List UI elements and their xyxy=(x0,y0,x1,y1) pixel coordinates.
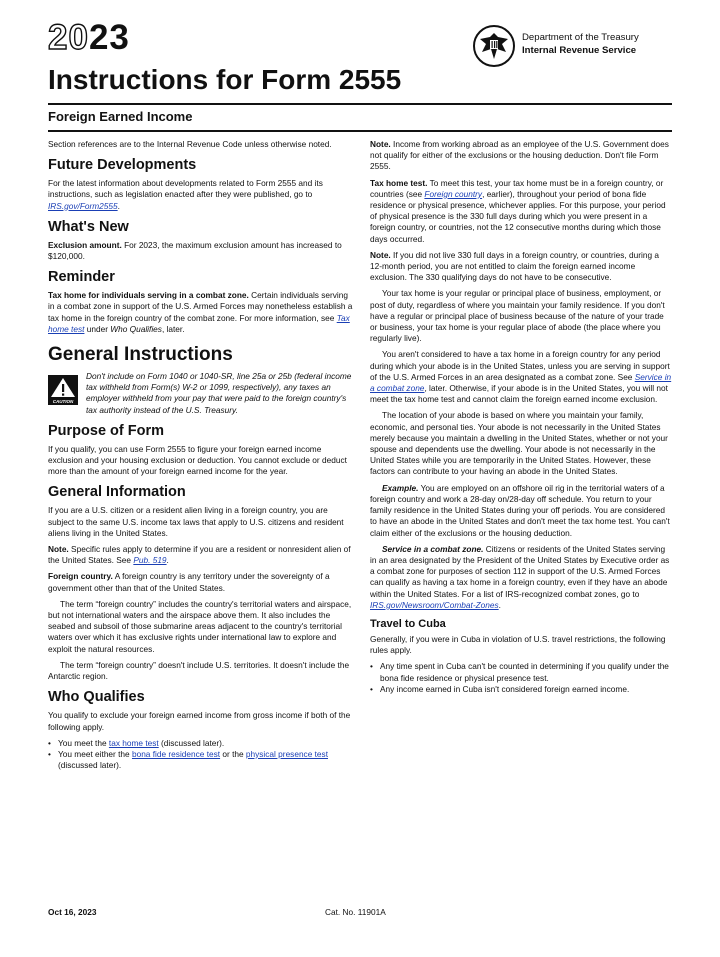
tax-year-outline: 20 xyxy=(48,18,89,57)
future-end: . xyxy=(117,200,120,211)
caution-warning-icon xyxy=(48,375,78,405)
caution-box xyxy=(48,371,353,416)
note-lead: Note. xyxy=(370,249,391,260)
link-tax-home-test[interactable]: Tax home test xyxy=(48,312,350,334)
note-text: Specific rules apply to determine if you are a resident or nonresident alien of the United States. See xyxy=(48,544,351,566)
330-days-note xyxy=(370,250,673,284)
tax-year xyxy=(48,20,130,55)
right-column xyxy=(370,139,673,700)
purpose-paragraph: If you qualify, you can use Form 2555 to figure your foreign earned income exclusion and your housing exclusion or deduction. You cannot exclude or deduct more than the amount of your foreign earned income for the year. xyxy=(48,443,347,477)
agency-service: Internal Revenue Service xyxy=(522,45,637,56)
list-item xyxy=(48,738,353,749)
tax-home-test-paragraph xyxy=(370,178,673,245)
combat-zone-end: . xyxy=(498,599,501,610)
future-text: For the latest information about developments related to Form 2555 and its instructions, such as legislation enacted after they were published, go to xyxy=(48,178,323,200)
heading-future-developments: Future Developments xyxy=(48,157,197,174)
link-tax-home-test-2[interactable]: tax home test xyxy=(108,737,159,748)
future-developments-paragraph xyxy=(48,178,353,212)
tax-year-solid: 23 xyxy=(88,18,130,57)
example-lead: Example. xyxy=(382,482,419,493)
whats-new-text: For 2023, the maximum exclusion amount has increased to $120,000. xyxy=(48,239,342,262)
list-item xyxy=(48,749,353,771)
note2-text: If you did not live 330 full days in a foreign country, or countries, during a 12-month period, you are not entitled to claim the foreign earned income exclusion. The 330 qualifying days do not have to be consecutive. xyxy=(370,249,660,283)
subtitle-rule xyxy=(48,130,672,132)
combat-zone-text: Citizens or residents of the United States serving in an area designated by the President of the United States by Executive order as a combat zone for purposes of section 112 in support of the U.S. Armed Forces can qualify as having a tax home in a foreign country, even if they have an abode within the United States. For a list of IRS-recognized combat zones, go to xyxy=(370,543,670,599)
title-rule xyxy=(48,103,672,105)
b2-pre: You meet either the xyxy=(58,748,132,759)
combat-zone-lead: Service in a combat zone. xyxy=(382,543,484,554)
intro-paragraph: Section references are to the Internal Revenue Code unless otherwise noted. xyxy=(48,139,332,149)
heading-whats-new: What's New xyxy=(48,218,129,235)
reminder-mid: under xyxy=(84,323,111,334)
tax-home-definition-paragraph: Your tax home is your regular or principal place of business, employment, or post of duty, regardless of where you maintain your family residence. If you don't have a regular or principal place of business because of the nature of your trade or business, your tax home is your regular place of abode (the place where you regularly live). xyxy=(370,288,665,344)
irs-agency-block xyxy=(473,25,673,67)
exclusion-amount-lead: Exclusion amount. xyxy=(48,239,122,250)
note1-text: Income from working abroad as an employee of the U.S. Government does not qualify for either of the exclusions or the housing deduction. Don't file Form 2555. xyxy=(370,139,669,172)
b1-pre: You meet the xyxy=(58,737,109,748)
not-tax-pre: You aren't considered to have a tax home in a foreign country for any period during which your abode is in the United States, unless you are serving in support of the U.S. Armed Forces in an area designated as a combat zone. See xyxy=(370,349,670,382)
irs-agency-text xyxy=(522,31,639,57)
link-combat-zones[interactable]: IRS.gov/Newsroom/Combat-Zones xyxy=(370,599,499,610)
b2-post: (discussed later). xyxy=(58,760,122,771)
reminder-end: , later. xyxy=(161,323,185,334)
heading-general-instructions: General Instructions xyxy=(48,344,233,366)
us-government-note xyxy=(370,139,673,173)
document-subtitle: Foreign Earned Income xyxy=(48,109,193,124)
heading-general-information: General Information xyxy=(48,484,186,501)
reminder-paragraph xyxy=(48,290,353,335)
note-end: . xyxy=(166,555,169,566)
left-column xyxy=(48,139,353,776)
tht-text: To meet this test, your tax home must be in a foreign country, or countries (see xyxy=(370,177,664,199)
caution-label: CAUTION xyxy=(52,399,74,405)
list-item: • Any time spent in Cuba can't be counted in determining if you qualify under the bona fide residence or physical presence test. xyxy=(370,661,673,683)
footer-date: Oct 16, 2023 xyxy=(48,907,97,917)
heading-travel-to-cuba: Travel to Cuba xyxy=(370,617,446,630)
foreign-country-text: A foreign country is any territory under the sovereignty of a government other than that of the United States. xyxy=(48,571,330,593)
caution-text: Don't include on Form 1040 or 1040-SR, line 25a or 25b (federal income tax withheld from Form(s) W-2 or 1099, respectively), any taxes an employer withheld from your pay that were paid to the foreign country's tax authority instead of the U.S. Treasury. xyxy=(86,371,352,415)
agency-department: Department of the Treasury xyxy=(522,32,639,43)
note-lead: Note. xyxy=(370,139,391,149)
example-text: You are employed on an offshore oil rig in the territorial waters of a foreign country and work a 28-day on/28-day off schedule. You return to your family residence in the United States during your off periods. You are considered to have an abode in the United States and don't meet the tax home test. You can't claim either of the exclusions or the housing deduction. xyxy=(370,482,670,538)
link-physical-presence-test[interactable]: physical presence test xyxy=(245,748,328,759)
abode-location-paragraph: The location of your abode is based on where you maintain your family, economic, and personal ties. Your abode is not necessarily in the United States merely because you maintain a dwelling in the United States, whether or not your spouse and dependents use the dwelling. Your abode is not necessarily in the United States while you are temporarily in the United States. However, these factors can contribute to your having an abode in the United States. xyxy=(370,410,668,477)
combat-zone-paragraph xyxy=(370,544,673,611)
heading-purpose-of-form: Purpose of Form xyxy=(48,422,165,439)
irs-eagle-logo-icon xyxy=(473,25,515,67)
foreign-country-paragraph-2: The term “foreign country” includes the country's territorial waters and airspace, but not international waters and the airspace above them. It also includes the seabed and subsoil of those submarine areas adjacent to the country's territorial waters over which it has exclusive rights under international law to explore and exploit the natural resources. xyxy=(48,598,352,654)
abode-in-us-paragraph xyxy=(370,349,673,405)
not-tax-post: , later. Otherwise, if your abode is in the United States, you will not meet the tax home test and cannot claim the foreign earned income exclusion. xyxy=(370,383,668,405)
reminder-italic: Who Qualifies xyxy=(110,323,162,334)
link-foreign-country[interactable]: Foreign country xyxy=(424,188,483,199)
example-paragraph xyxy=(370,483,673,539)
document-title: Instructions for Form 2555 xyxy=(48,64,402,95)
note-lead: Note. xyxy=(48,544,69,555)
cuba-paragraph: Generally, if you were in Cuba in violation of U.S. travel restrictions, the following rules apply. xyxy=(370,633,666,656)
tax-home-test-lead: Tax home test. xyxy=(370,177,428,188)
whats-new-paragraph xyxy=(48,240,353,262)
link-pub-519[interactable]: Pub. 519 xyxy=(133,555,167,566)
foreign-country-lead: Foreign country. xyxy=(48,571,113,582)
list-item: • Any income earned in Cuba isn't considered foreign earned income. xyxy=(370,684,673,695)
link-service-in-combat-zone[interactable]: Service in a combat zone xyxy=(370,371,672,394)
general-info-paragraph: If you are a U.S. citizen or a resident alien living in a foreign country, you are subject to the same U.S. income tax laws that apply to U.S. citizens and resident aliens living in the United States. xyxy=(48,505,344,538)
b2-mid: or the xyxy=(220,748,246,759)
footer-catalog-number: Cat. No. 11901A xyxy=(325,907,386,917)
heading-who-qualifies: Who Qualifies xyxy=(48,689,145,706)
combat-zone-lead: Tax home for individuals serving in a combat zone. xyxy=(48,290,249,301)
cuba-list xyxy=(370,661,673,695)
who-qualifies-list xyxy=(48,738,353,772)
foreign-country-paragraph xyxy=(48,571,353,593)
b1-post: (discussed later). xyxy=(158,737,225,748)
heading-reminder: Reminder xyxy=(48,269,115,286)
who-qualifies-paragraph: You qualify to exclude your foreign earned income from gross income if both of the following apply. xyxy=(48,710,351,732)
tht-end: , earlier), throughout your period of bona fide residence or physical presence, whichever applies. For this purpose, your period of physical presence is the 330 full days during which you were present in a foreign country, or countries, not the 12 consecutive months during which those days occurred. xyxy=(370,188,666,244)
link-form2555[interactable]: IRS.gov/Form2555 xyxy=(48,200,118,211)
foreign-country-paragraph-3: The term “foreign country” doesn't include U.S. territories. It doesn't include the Antarctic region. xyxy=(48,659,350,682)
link-bona-fide-residence-test[interactable]: bona fide residence test xyxy=(131,748,221,759)
general-info-note xyxy=(48,544,353,566)
reminder-text: Certain individuals serving in a combat zone in support of the U.S. Armed Forces may nonetheless establish a tax home in the foreign country of the combat zone. For more information, see xyxy=(48,290,353,323)
